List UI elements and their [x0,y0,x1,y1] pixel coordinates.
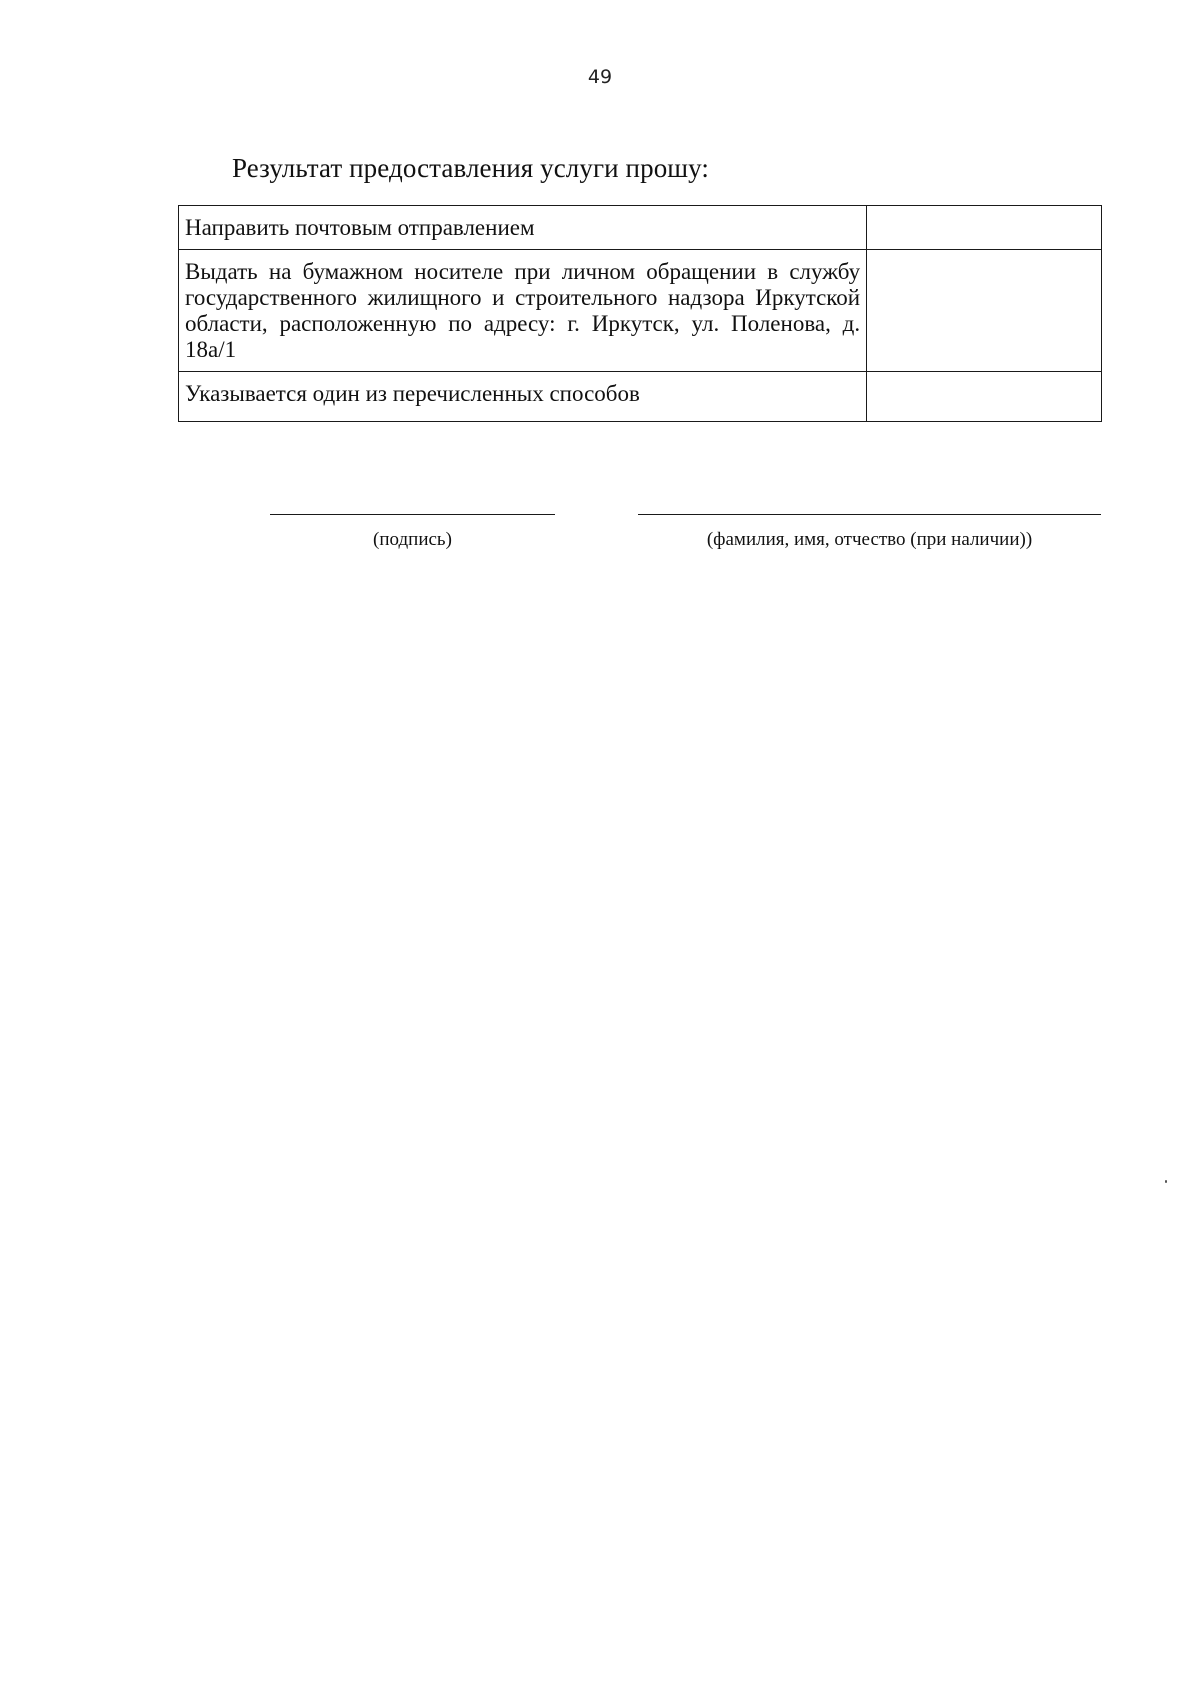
option-text: Указывается один из перечисленных способов [179,372,867,422]
option-text: Выдать на бумажном носителе при личном обращении в службу государственного жилищного и строительного надзора Иркутской области, расположенную по адресу: г. Иркутск, ул. Поленова, д. 18а/1 [179,250,867,372]
option-text: Направить почтовым отправлением [179,206,867,250]
result-delivery-heading: Результат предоставления услуги прошу: [232,153,710,183]
signature-line[interactable] [270,514,555,515]
delivery-options-table [178,205,1102,422]
full-name-line[interactable] [638,514,1101,515]
option-mark-cell[interactable] [867,372,1102,422]
option-mark-cell[interactable] [867,206,1102,250]
option-mark-cell[interactable] [867,250,1102,372]
table-row [179,372,1102,422]
page-number: 49 [587,66,613,88]
full-name-caption: (фамилия, имя, отчество (при наличии)) [706,529,1033,550]
signature-caption: (подпись) [373,529,452,550]
table-row [179,250,1102,372]
table-row [179,206,1102,250]
scan-speck [1165,1180,1167,1183]
